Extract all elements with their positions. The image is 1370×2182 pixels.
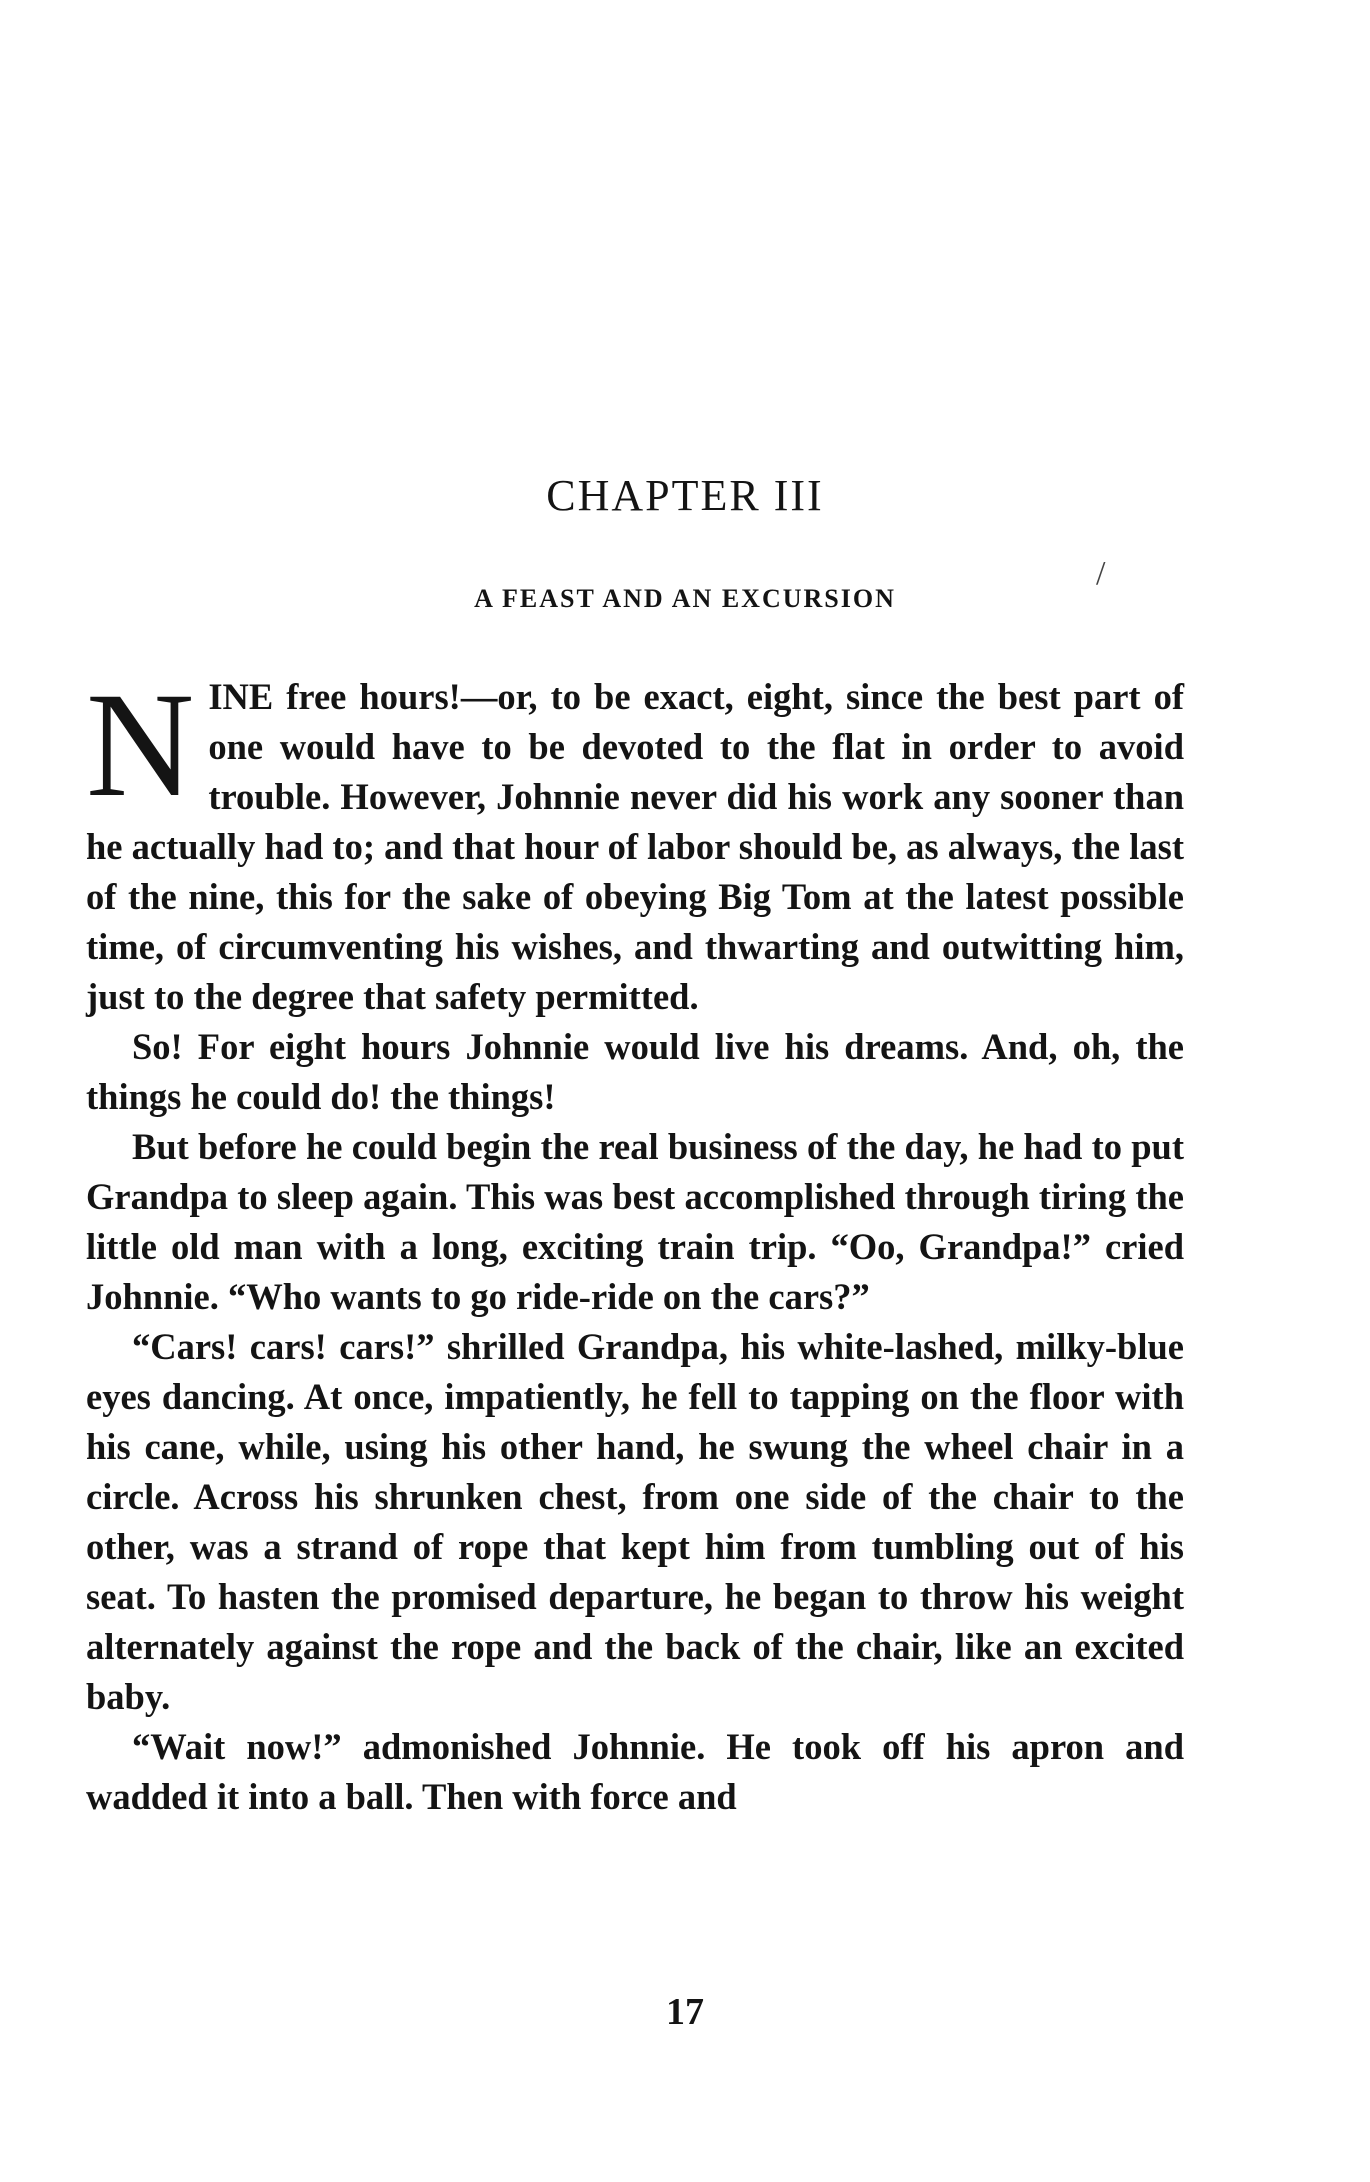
paragraph-text: “Cars! cars! cars!” shrilled Grandpa, his white-lashed, milky-blue eyes dancing. At once, impatiently, he fell to tapping on the floor with his cane, while, using his other hand, he swung the wheel chair in a circle. Across his shrunken chest, from one side of the chair to the other, was a strand of rope that kept him from tumbling out of his seat. To hasten the promised departure, he began to throw his weight alternately against the rope and the back of the chair, like an excited baby. [86,1326,1184,1717]
paragraph-text: But before he could begin the real business of the day, he had to put Grandpa to sleep again. This was best accomplished through tiring the little old man with a long, exciting train trip. “Oo, Grandpa!” cried Johnnie. “Who wants to go ride-ride on the cars?” [86,1126,1184,1317]
chapter-subtitle: A FEAST AND AN EXCURSION [474,584,896,613]
paragraph-2 [86,1022,1184,1122]
paragraph-1 [86,662,1184,1022]
chapter-body [86,662,1184,1822]
paragraph-3 [86,1122,1184,1322]
paragraph-4 [86,1322,1184,1722]
chapter-title: CHAPTER III [546,471,824,520]
page-number: 17 [666,1991,704,2033]
paragraph-text: INE free hours!—or, to be exact, eight, since the best part of one would have to be devoted to the flat in order to avoid trouble. However, Johnnie never did his work any sooner than he actually had to; and that hour of labor should be, as always, the last of the nine, this for the sake of obeying Big Tom at the latest possible time, of circumventing his wishes, and thwarting and outwitting him, just to the degree that safety permitted. [86,676,1184,1017]
paragraph-5 [86,1722,1184,1822]
paragraph-text: So! For eight hours Johnnie would live his dreams. And, oh, the things he could do! the things! [86,1026,1184,1117]
stray-pen-mark: / [1096,555,1106,592]
paragraph-text: “Wait now!” admonished Johnnie. He took off his apron and wadded it into a ball. Then with force and [86,1726,1184,1817]
drop-cap: N [86,662,195,828]
